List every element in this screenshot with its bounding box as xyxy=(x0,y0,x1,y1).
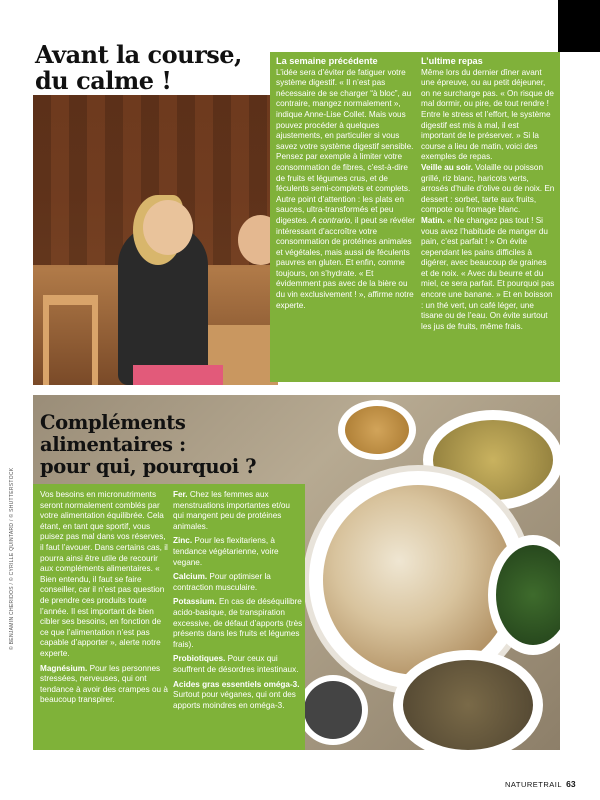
section1-title-line2: du calme ! xyxy=(35,66,172,95)
text-fer: Fer. Chez les femmes aux menstruations importantes et/ou qui mangent peu de protéines animales. xyxy=(173,490,290,531)
section2-title-line2: alimentaires : xyxy=(40,433,186,456)
text-calcium: Calcium. Pour optimiser la contraction musculaire. xyxy=(173,572,271,592)
section1-title xyxy=(35,42,275,94)
heading-ultime-repas: L’ultime repas xyxy=(421,56,483,66)
column-supplements-list xyxy=(173,490,303,711)
text-supplements-intro: Vos besoins en micronutriments seront normalement comblés par votre alimentation équilibrée. Cela étant, en tant que sportif, vous puisez pas mal dans vos réserves, il faut l’avouer. Dans certains cas, il pourra ainsi être utile de recourir aux compléments alimentaires. « Bien entendu, il faut se faire conseiller, car il n’est pas question de prendre ces produits toute l’année. Il est important de bien cibler ses besoins, en fonction de ce que l’alimentation n’est pas capable d’apporter », alerte notre experte. xyxy=(40,490,168,658)
text-zinc: Zinc. Pour les flexitariens, à tendance végétarienne, voire vegane. xyxy=(173,536,279,567)
column-supplements-intro xyxy=(40,490,168,706)
column-semaine xyxy=(276,56,418,311)
text-omega3: Acides gras essentiels oméga-3. Surtout pour véganes, qui ont des apports moindres en oméga-3. xyxy=(173,679,300,710)
section2-title-line3: pour qui, pourquoi ? xyxy=(40,455,257,478)
page-folio xyxy=(505,779,576,789)
section1-title-line1: Avant la course, xyxy=(35,40,242,69)
photo-credit: © BENJAMIN CHERIDOS / © CYRILLE QUINTARD / © SHUTTERSTOCK xyxy=(9,467,15,650)
heading-semaine: La semaine précédente xyxy=(276,56,378,66)
section2-title xyxy=(40,412,300,478)
text-magnesium: Magnésium. Pour les personnes stressées, nerveuses, qui ont tendance à avoir des crampes ou à beaucoup transpirer. xyxy=(40,663,168,705)
text-veille: Veille au soir. Volaille ou poisson grillé, riz blanc, haricots verts, arrosés d’huile d’olive ou de noix. En dessert : sorbet, tarte aux fruits, compote ou fromage blanc. xyxy=(421,162,555,215)
column-ultime-repas xyxy=(421,56,555,332)
corner-block xyxy=(558,0,600,52)
text-matin: Matin. « Ne changez pas tout ! Si vous avez l’habitude de manger du pain, c’est parfait ! » On évite cependant les pains difficiles à digérer, avec beaucoup de graines et de noix. « Avec du beurre et du miel, ce sera parfait. Et pourquoi pas encore une banane. » Et en boisson : un thé vert, un café léger, une tisane ou de l’eau. On évite surtout les jus de fruits, même frais. xyxy=(421,215,555,331)
magazine-name: NATURETRAIL xyxy=(505,780,563,789)
text-potassium: Potassium. En cas de déséquilibre acido-basique, de transpiration excessive, de défaut d’apports (très présents dans les fruits et légumes frais). xyxy=(173,597,303,649)
section2-title-line1: Compléments xyxy=(40,411,186,434)
text-probiotiques: Probiotiques. Pour ceux qui souffrent de désordres intestinaux. xyxy=(173,654,299,674)
page-number: 63 xyxy=(566,779,576,789)
text-semaine: L’idée sera d’éviter de fatiguer votre système digestif. « Il n’est pas nécessaire de se charger “à bloc”, au contraire, mangez normalement », indique Anne-Lise Collet. Mais vous pouvez procéder à quelques ajustements, en particulier si vous savez votre système digestif sensible. Pensez par exemple à limiter votre consommation de fibres, c’est-à-dire de fruits et légumes crus, et de féculents semi-complets et complets. Autre point d’attention : les plats en sauces, ultra-transformés et peu digestes. A contrario, il peut se révéler intéressant d’accroître votre consommation de protéines animales et végétales, mais aussi de féculents pauvres en gluten. Et enfin, comme toujours, on s’hydrate. « Et évidemment pas avec de la bière ou du vin exclusivement ! », affirme notre experte. xyxy=(276,67,415,310)
text-ultime-repas: Même lors du dernier dîner avant une épreuve, ou au petit déjeuner, on ne surcharge pas. « On risque de mal dormir, ou pire, de tout rendre ! Entre le stress et l’effort, le système digestif est mis à mal, il est important de le préserver. » Si la course a lieu de matin, voici des exemples de repas. xyxy=(421,67,554,162)
runner-breakfast-photo xyxy=(33,95,278,385)
